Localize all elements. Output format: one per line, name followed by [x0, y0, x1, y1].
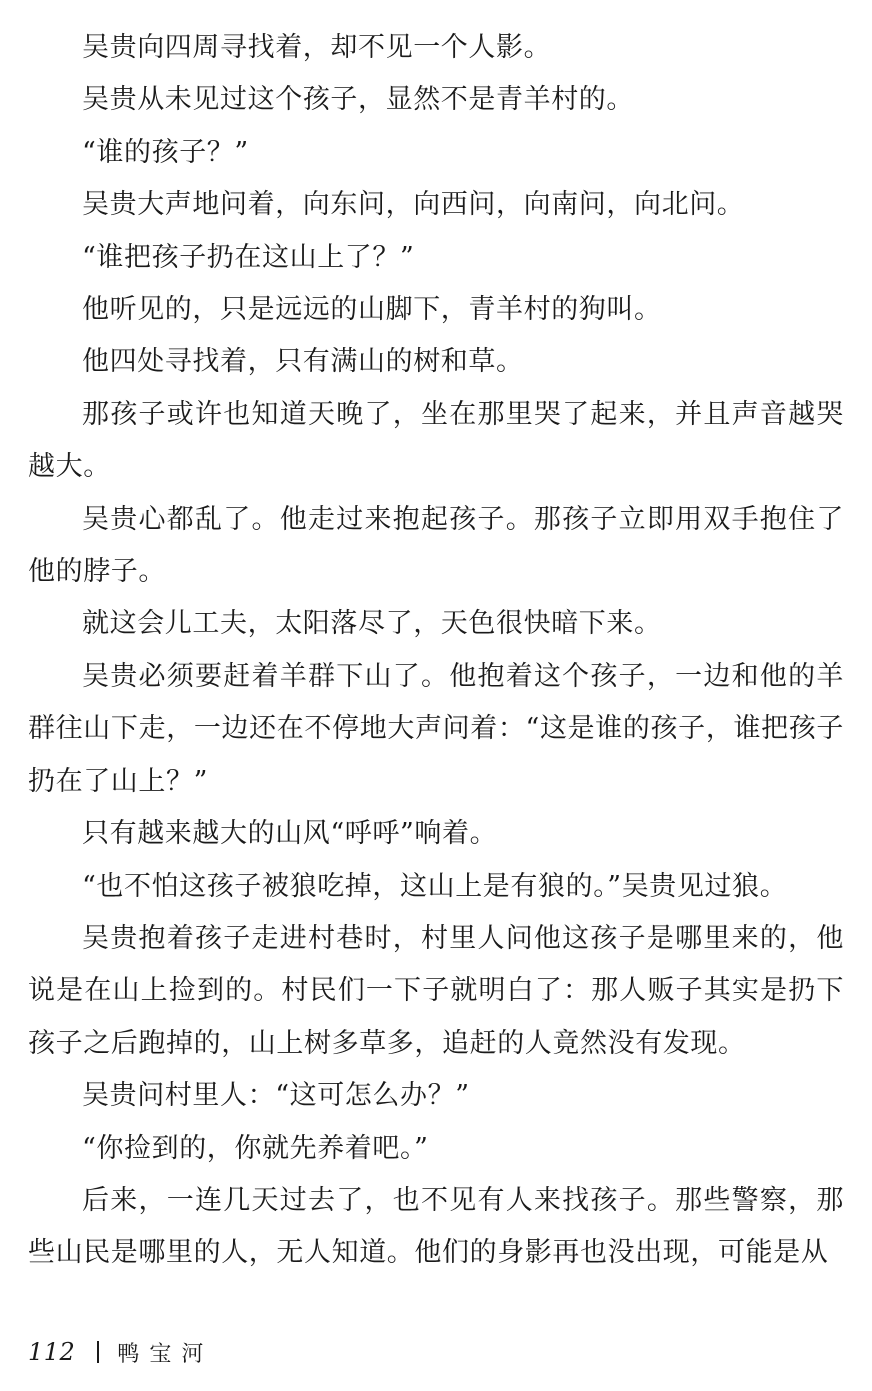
paragraph-11: 吴贵必须要赶着羊群下山了。他抱着这个孩子，一边和他的羊群往山下走，一边还在不停地大声问着：“这是谁的孩子，谁把孩子扔在了山上？”: [28, 660, 844, 797]
paragraph-9: 吴贵心都乱了。他走过来抱起孩子。那孩子立即用双手抱住了他的脖子。: [28, 503, 844, 588]
paragraph-17: 后来，一连几天过去了，也不见有人来找孩子。那些警察，那些山民是哪里的人，无人知道。他们的身影再也没出现，可能是从: [28, 1184, 844, 1269]
paragraph-14: 吴贵抱着孩子走进村巷时，村里人问他这孩子是哪里来的，他说是在山上捡到的。村民们一下子就明白了：那人贩子其实是扔下孩子之后跑掉的，山上树多草多，追赶的人竟然没有发现。: [28, 922, 844, 1059]
page-body: [28, 22, 844, 1280]
paragraph-5: “谁把孩子扔在这山上了？”: [82, 241, 415, 273]
paragraph-2: 吴贵从未见过这个孩子，显然不是青羊村的。: [82, 84, 634, 116]
paragraph-10: 就这会儿工夫，太阳落尽了，天色很快暗下来。: [82, 608, 662, 640]
paragraph-3: “谁的孩子？”: [82, 136, 249, 168]
paragraph-13: “也不怕这孩子被狼吃掉，这山上是有狼的。”吴贵见过狼。: [82, 870, 788, 902]
paragraph-1: 吴贵向四周寻找着，却不见一个人影。: [82, 32, 552, 63]
footer-divider: [97, 1341, 99, 1363]
paragraph-16: “你捡到的，你就先养着吧。”: [82, 1132, 429, 1164]
page-number: 112: [28, 1338, 76, 1366]
paragraph-6: 他听见的，只是远远的山脚下，青羊村的狗叫。: [82, 294, 662, 326]
paragraph-7: 他四处寻找着，只有满山的树和草。: [82, 346, 524, 378]
running-book-title: 鸭宝河: [117, 1341, 214, 1367]
paragraph-12: 只有越来越大的山风“呼呼”响着。: [82, 818, 498, 850]
page-footer: [28, 1334, 213, 1370]
paragraph-15: 吴贵问村里人：“这可怎么办？”: [82, 1080, 470, 1112]
paragraph-4: 吴贵大声地问着，向东问，向西问，向南问，向北问。: [82, 189, 745, 221]
paragraph-8: 那孩子或许也知道天晚了，坐在那里哭了起来，并且声音越哭越大。: [28, 398, 844, 483]
